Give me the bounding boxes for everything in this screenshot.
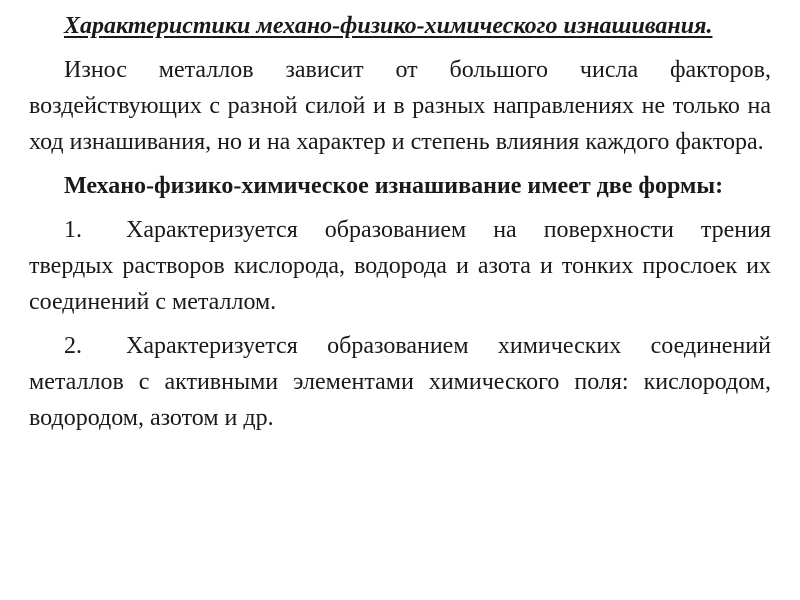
list-item-number: 1.	[64, 217, 82, 243]
forms-title: Механо-физико-химическое изнашивание имеет две формы:	[64, 173, 724, 199]
slide-content	[29, 8, 771, 444]
list-item-text: Характеризуется образованием на поверхности трения твердых растворов кислорода, водорода и азота и тонких прослоек их соединений с металлом.	[29, 217, 771, 315]
list-item-text: Характеризуется образованием химических соединений металлов с активными элементами химического поля: кислородом, водородом, азотом и др.	[29, 333, 771, 431]
list-item-number: 2.	[64, 333, 82, 359]
list-item-1	[29, 212, 771, 320]
intro-paragraph: Износ металлов зависит от большого числа факторов, воздействующих с разной силой и в разных направлениях не только на ход изнашивания, но и на характер и степень влияния каждого фактора.	[29, 57, 771, 155]
slide-heading: Характеристики механо-физико-химического изнашивания.	[64, 13, 713, 39]
list-item-2	[29, 328, 771, 436]
